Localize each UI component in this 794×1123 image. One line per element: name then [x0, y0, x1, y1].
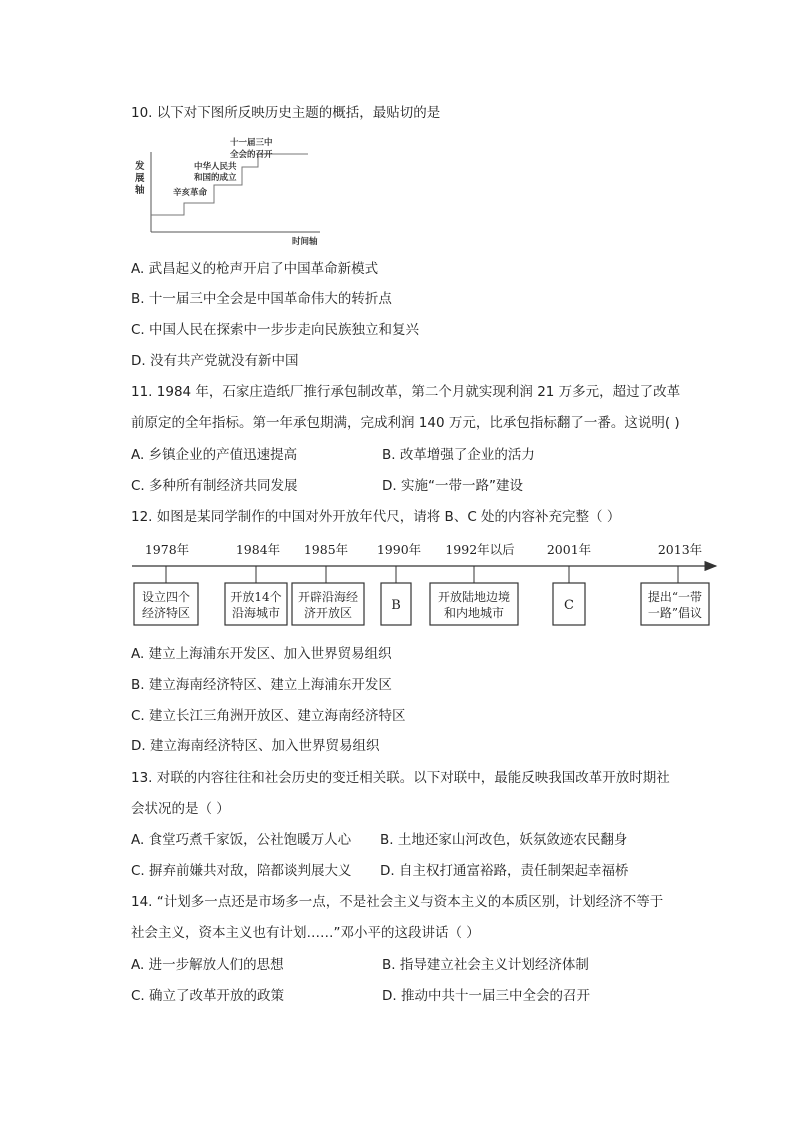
- box-1985-line2: 济开放区: [303, 606, 353, 620]
- q13-stem-line2: 会状况的是（ ）: [131, 801, 230, 817]
- q12-option-d[interactable]: D. 建立海南经济特区、加入世界贸易组织: [131, 738, 380, 754]
- q13-option-a[interactable]: A. 食堂巧煮千家饭，公社饱暖万人心: [131, 832, 352, 848]
- q13-stem-line1: 13. 对联的内容往往和社会历史的变迁相关联。以下对联中，最能反映我国改革开放时期社: [131, 770, 670, 786]
- q11-option-d[interactable]: D. 实施“一带一路”建设: [382, 478, 523, 494]
- development-step-diagram: [132, 133, 332, 249]
- q10-option-c[interactable]: C. 中国人民在探索中一步步走向民族独立和复兴: [131, 322, 420, 338]
- year-1992: 1992年以后: [445, 542, 515, 557]
- q14-option-a[interactable]: A. 进一步解放人们的思想: [131, 957, 284, 973]
- q10-figure: [132, 133, 332, 253]
- step-label-2b: 和国的成立: [194, 173, 237, 183]
- q11-stem-line2: 前原定的全年指标。第一年承包期满，完成利润 140 万元，比承包指标翻了一番。这说明( ): [131, 415, 680, 431]
- q11-stem-line1: 11. 1984 年，石家庄造纸厂推行承包制改革，第二个月就实现利润 21 万多元，超过了改革: [131, 384, 681, 400]
- q12-option-b[interactable]: B. 建立海南经济特区、建立上海浦东开发区: [131, 677, 392, 693]
- q11-option-c[interactable]: C. 多种所有制经济共同发展: [131, 478, 298, 494]
- box-2013-line2: 一路”倡议: [647, 606, 703, 620]
- q13-option-d[interactable]: D. 自主权打通富裕路，责任制架起幸福桥: [380, 863, 629, 879]
- step-label-1: 辛亥革命: [173, 188, 208, 198]
- q10-option-d[interactable]: D. 没有共产党就没有新中国: [131, 353, 299, 369]
- box-2013-line1: 提出“一带: [647, 590, 703, 604]
- q11-option-b[interactable]: B. 改革增强了企业的活力: [382, 447, 535, 463]
- q14-option-b[interactable]: B. 指导建立社会主义计划经济体制: [382, 957, 589, 973]
- y-axis-label-1: 发: [135, 161, 145, 172]
- q12-stem: 12. 如图是某同学制作的中国对外开放年代尺，请将 B、C 处的内容补充完整（ ）: [131, 509, 621, 525]
- box-1985-line1: 开辟沿海经: [297, 590, 359, 604]
- box-1978-line2: 经济特区: [141, 606, 191, 620]
- q10-option-a[interactable]: A. 武昌起义的枪声开启了中国革命新模式: [131, 261, 379, 277]
- q14-stem-line2: 社会主义，资本主义也有计划……”邓小平的这段讲话（ ）: [131, 925, 480, 941]
- year-1990: 1990年: [376, 542, 422, 557]
- y-axis-label-3: 轴: [135, 185, 145, 196]
- step-label-2a: 中华人民共: [194, 162, 237, 172]
- step-label-3a: 十一届三中: [230, 138, 273, 148]
- q13-option-c[interactable]: C. 摒弃前嫌共对敌，陪都谈判展大义: [131, 863, 352, 879]
- opening-up-timeline: [130, 536, 724, 630]
- q12-option-a[interactable]: A. 建立上海浦东开发区、加入世界贸易组织: [131, 646, 392, 662]
- box-1992-line1: 开放陆地边境: [437, 590, 511, 604]
- x-axis-label: 时间轴: [292, 237, 318, 247]
- q14-option-c[interactable]: C. 确立了改革开放的政策: [131, 988, 285, 1004]
- year-2001: 2001年: [546, 542, 592, 557]
- box-1984-line2: 沿海城市: [231, 606, 281, 620]
- q10-option-b[interactable]: B. 十一届三中全会是中国革命伟大的转折点: [131, 291, 392, 307]
- q12-timeline: [130, 536, 724, 634]
- year-2013: 2013年: [657, 542, 703, 557]
- box-1992-line2: 和内地城市: [443, 606, 505, 620]
- q13-option-b[interactable]: B. 土地还家山河改色，妖氛敛迹农民翻身: [380, 832, 628, 848]
- q10-stem: 10. 以下对下图所反映历史主题的概括，最贴切的是: [131, 105, 441, 121]
- box-b-label: B: [391, 598, 401, 613]
- year-1978: 1978年: [144, 542, 190, 557]
- box-c-label: C: [564, 598, 574, 613]
- q14-option-d[interactable]: D. 推动中共十一届三中全会的召开: [382, 988, 590, 1004]
- box-1978-line1: 设立四个: [141, 590, 191, 604]
- q12-option-c[interactable]: C. 建立长江三角洲开放区、建立海南经济特区: [131, 708, 406, 724]
- year-1984: 1984年: [235, 542, 281, 557]
- q14-stem-line1: 14. “计划多一点还是市场多一点，不是社会主义与资本主义的本质区别，计划经济不等于: [131, 894, 664, 910]
- step-label-3b: 全会的召开: [230, 150, 273, 160]
- year-1985: 1985年: [303, 542, 349, 557]
- y-axis-label-2: 展: [135, 173, 145, 184]
- box-1984-line1: 开放14个: [230, 590, 282, 604]
- q11-option-a[interactable]: A. 乡镇企业的产值迅速提高: [131, 447, 298, 463]
